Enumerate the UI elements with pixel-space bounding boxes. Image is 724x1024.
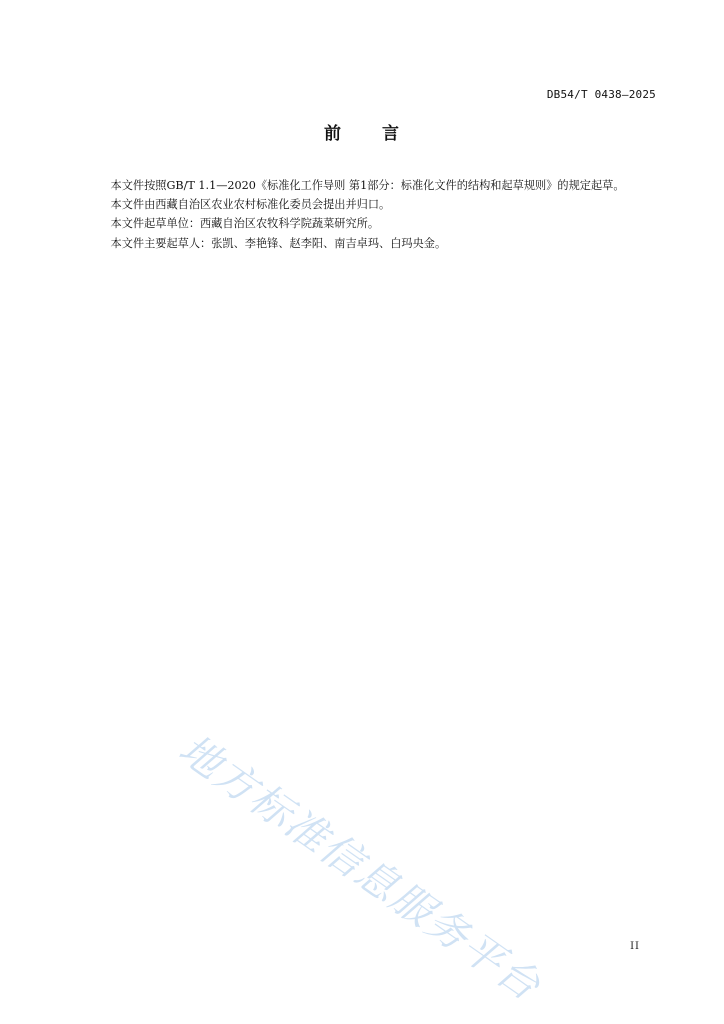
paragraph-standard-basis: 本文件按照GB/T 1.1—2020《标准化工作导则 第1部分：标准化文件的结构和起草规则》的规定起草。 [110,179,625,192]
watermark: 地方标准信息服务平台 [170,724,550,1011]
document-code: DB54/T 0438—2025 [546,88,656,101]
title-char-2: 言 [382,124,400,144]
paragraph-drafters: 本文件主要起草人：张凯、李艳锋、赵李阳、南吉卓玛、白玛央金。 [110,236,447,250]
paragraph-proposer: 本文件由西藏自治区农业农村标准化委员会提出并归口。 [110,198,391,212]
page-title [0,119,724,144]
title-char-1: 前 [324,124,342,144]
page-number: II [630,941,640,952]
foreword-body [87,176,657,253]
paragraph-drafting-unit: 本文件起草单位：西藏自治区农牧科学院蔬菜研究所。 [110,217,380,231]
